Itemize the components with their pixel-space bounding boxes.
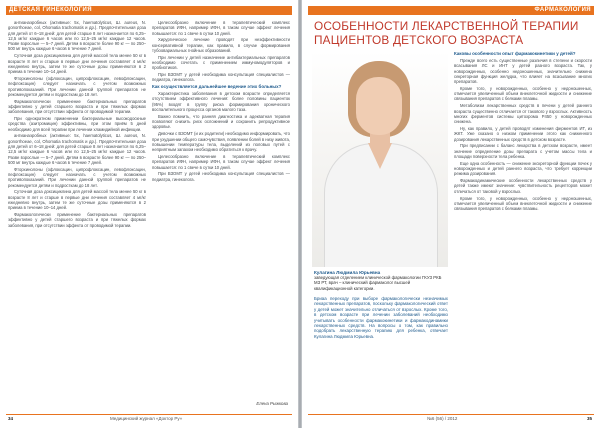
paragraph: Суточная доза доксициклина для детей массой тела менее 50 кг в возрасте 8 лет и старше в первые дни лечения составляет 4 мг/кг ежедневно внутрь, затем те же суточные дозы применяются в 2 приема в течение 10–14 дней. <box>8 189 146 211</box>
photo-caption <box>314 270 448 291</box>
article-lead: Бриаа переходу при выборе фармакологически незначимых лекарственных препаратов, поскольку фармакологический ответ у детей может значительно отличаться от взрослых. Кроме того, в детском возрасте при лечении заболеваний необходимо учитывать особенности фармакокинетики и фармакодинамики лекарственных средств. На вопросы о том, как правильно подобрать лекарственную терапию для ребенка, отвечает Кулагина Людмила Юрьевна. <box>314 296 448 339</box>
author-photo <box>312 51 448 267</box>
paragraph: При однократном применении бактериальные высокодоскные средства (азитромицин) эффективны, при этом приём 5 дней необходимо для всей терапии при лечении хламидийной инфекции. <box>8 116 146 132</box>
subheading: Каковы особенности опыт фармакокинетики у детей? <box>454 51 576 56</box>
paragraph: Целесообразно включение в терапевтический комплекс препаратов ИФН, например ИФН, в таком случае эффект лечения повышается: по 1 свече в сутки 10 дней. <box>152 153 290 170</box>
paragraph: Еще одна особенность — снижение экскреторной функции почек у новорожденных и детей раннего возраста, что требует коррекции режима дозирования. <box>454 160 592 177</box>
footer <box>0 414 298 422</box>
paragraph: Кроме того, у новорожденных, особенно у недоношенных, отмечается увеличенный объем внеклеточной жидкости и снижение связывания препаратов с белками плазмы. <box>454 195 592 212</box>
paragraph: антианаэробных (активные: 5х, haematolyticus, Ш. aureus, N. gonorrhoeae, col, Ohomatia trachomatis и др.). Предпочтительная доза для детей от 6–18 дней: для детей старше 8 лет назначается по 6,25–12,5 мг/кг каждые 6 часов или по 12,5–25 мг/кг каждые 12 часов. Разве взрослые — 5–7 дней. Детям в возрасте более 90 кг — по 250–500 мг внутрь каждые 6 часов в течение 7 дней. <box>8 20 146 52</box>
left-column-2 <box>152 20 290 410</box>
journal-title: Медицинский журнал «Доктор Ру» <box>110 416 183 421</box>
paragraph: Кроме того, у новорожденных, особенно у недоношенных, отмечается увеличенный объем внеклеточной жидкости и снижение связывания препаратов с белками плазмы. <box>454 85 592 102</box>
issue-number: №6 (56) / 2012 <box>427 416 458 421</box>
paragraph: Ну, как правило, у детей проводят изменения ферментов ИТ, из ЖКТ. Уже сказано о низком применении этого как сниженного дозирования лекарственных средств в детском возрасте. <box>454 125 592 142</box>
paragraph: Прежде всего есть существенные различия в степени и скорости всасывания ЛС и ИНТ у детей разного возраста. Так, у новорожденных, особенно недоношенных, значительно снижена секреторная функция желудка, что влияет на всасывание многих препаратов. <box>454 57 592 85</box>
section-label: ФАРМАКОЛОГИЯ <box>534 7 591 13</box>
paragraph: Фторхинолоны (офлоксацин, ципрофлоксацин, левофлоксацин, пефлоксацин) следует назначать с учетом возможных противопоказаний. При лечении данной группой препаратов не рекомендуется детям и подросткам до 18 лет. <box>8 166 146 188</box>
page-number: 34 <box>8 416 14 421</box>
right-page <box>302 0 600 428</box>
paragraph: Целесообразно включение в терапевтический комплекс препаратов ИФН, например ИФН, в таком случае эффект лечения повышается: по 1 свече в сутки 10 дней. <box>152 20 290 36</box>
paragraph: Девочки с ВЗОМТ (и их родители) необходимо информировать, что при ухудшении общего самочувствия, появлении болей в низу живота, повышении температуры тела, выделений из половых путей с неприятным запахом необходимо обратиться к врачу. <box>152 131 290 153</box>
paragraph: Важно помнить, что ранняя диагностика и адекватная терапия позволяют снизить риск осложнений и сохранить репродуктивное здоровье. <box>152 113 290 130</box>
paragraph: При ВЗОМТ у детей необходима консультация специалистов — педиатра, гинеколога. <box>152 171 290 182</box>
paragraph: Фторхинолоны (офлоксацин, ципрофлоксацин, левофлоксацин, пефлоксацин) следует назначать с учетом возможных противопоказаний. При лечении данной группой препаратов не рекомендуется детям и подросткам до 18 лет. <box>8 75 146 97</box>
section-label: ДЕТСКАЯ ГИНЕКОЛОГИЯ <box>9 7 92 13</box>
page-number: 35 <box>586 416 592 421</box>
paragraph: антианаэробных (активные: 5х, haematolyticus, Ш. aureus, N. gonorrhoeae, col, Ohomatia trachomatis и др.). Предпочтительная доза для детей от 6–18 дней: для детей старше 8 лет назначается по 6,25–12,5 мг/кг каждые 6 часов или по 12,5–25 мг/кг каждые 12 часов. Разве взрослые — 5–7 дней. Детям в возрасте более 90 кг — по 250–500 мг внутрь каждые 6 часов в течение 7 дней. <box>8 133 146 165</box>
author-role: заведующая отделением клинической фармакологии ГКУЗ РКБ МЗ РТ, врач – клинический фармаколог высшей квалификационной категории. <box>314 275 442 291</box>
paragraph: Хирургическое лечение проводят при неэффективности консервативной терапии, как правило, в случае формирования тубоовариальных гнойных образований. <box>152 37 290 53</box>
photo-face <box>356 77 402 135</box>
footer <box>302 414 600 422</box>
subheading: Как осуществляется дальнейшее ведение этих больных? <box>152 84 282 90</box>
paragraph: Фармакодинамические особенности лекарственных средств у детей также имеют значение: чувствительность рецепторов может отличаться от таковой у взрослых. <box>454 178 592 194</box>
footer-rule <box>6 414 292 415</box>
paragraph: Характеристика заболевания в детском возрасте определяется отсутствием эффективного лечения: более половины пациенток (95%) входят в группу риска формирования хронического воспалительного процесса органов малого таза. <box>152 91 290 113</box>
paragraph: При предписании с баланс лекарства в детском возрасте, имеет значение определение дозы препарата с учетом массы тела и площади поверхности тела ребенка. <box>454 143 592 159</box>
author-name: Кулагина Людмила Юрьевна <box>314 270 381 275</box>
paragraph: Суточная доза доксициклина для детей массой тела менее 50 кг в возрасте 8 лет и старше в первые дни лечения составляет 4 мг/кг ежедневно внутрь, затем те же суточные дозы применяются в 2 приема в течение 10–14 дней. <box>8 53 146 75</box>
left-column-1 <box>8 20 146 410</box>
paragraph: При лечении у детей назначение антибактериальных препаратов необходимо сочетать с применением иммуномодуляторов и пробиотиков. <box>152 54 290 71</box>
right-column-2 <box>454 51 592 410</box>
author-signature: Елена Рыжкова <box>256 401 288 406</box>
article-title: ОСОБЕННОСТИ ЛЕКАРСТВЕННОЙ ТЕРАПИИ ПАЦИЕНТОВ ДЕТСКОГО ВОЗРАСТА <box>314 19 579 47</box>
footer-rule <box>308 414 594 415</box>
paragraph: Фармакологически применение бактериальных препаратов эффективно у детей старшего возраста и при тяжелых формах заболевания, при отсутствии эффекта от проводимой терапии. <box>8 98 146 115</box>
left-page <box>0 0 298 428</box>
paragraph: Фармакологически применение бактериальных препаратов эффективно у детей старшего возраста и при тяжелых формах заболевания, при отсутствии эффекта от проводимой терапии. <box>8 212 146 228</box>
paragraph: При ВЗОМТ у детей необходима консультация специалистов — педиатра, гинеколога. <box>152 72 290 83</box>
paragraph: Метаболизм лекарственных средств в печени у детей раннего возраста существенно отличается от такового у взрослых. Активность многих ферментов системы цитохрома Р450 у новорожденных снижена. <box>454 103 592 125</box>
